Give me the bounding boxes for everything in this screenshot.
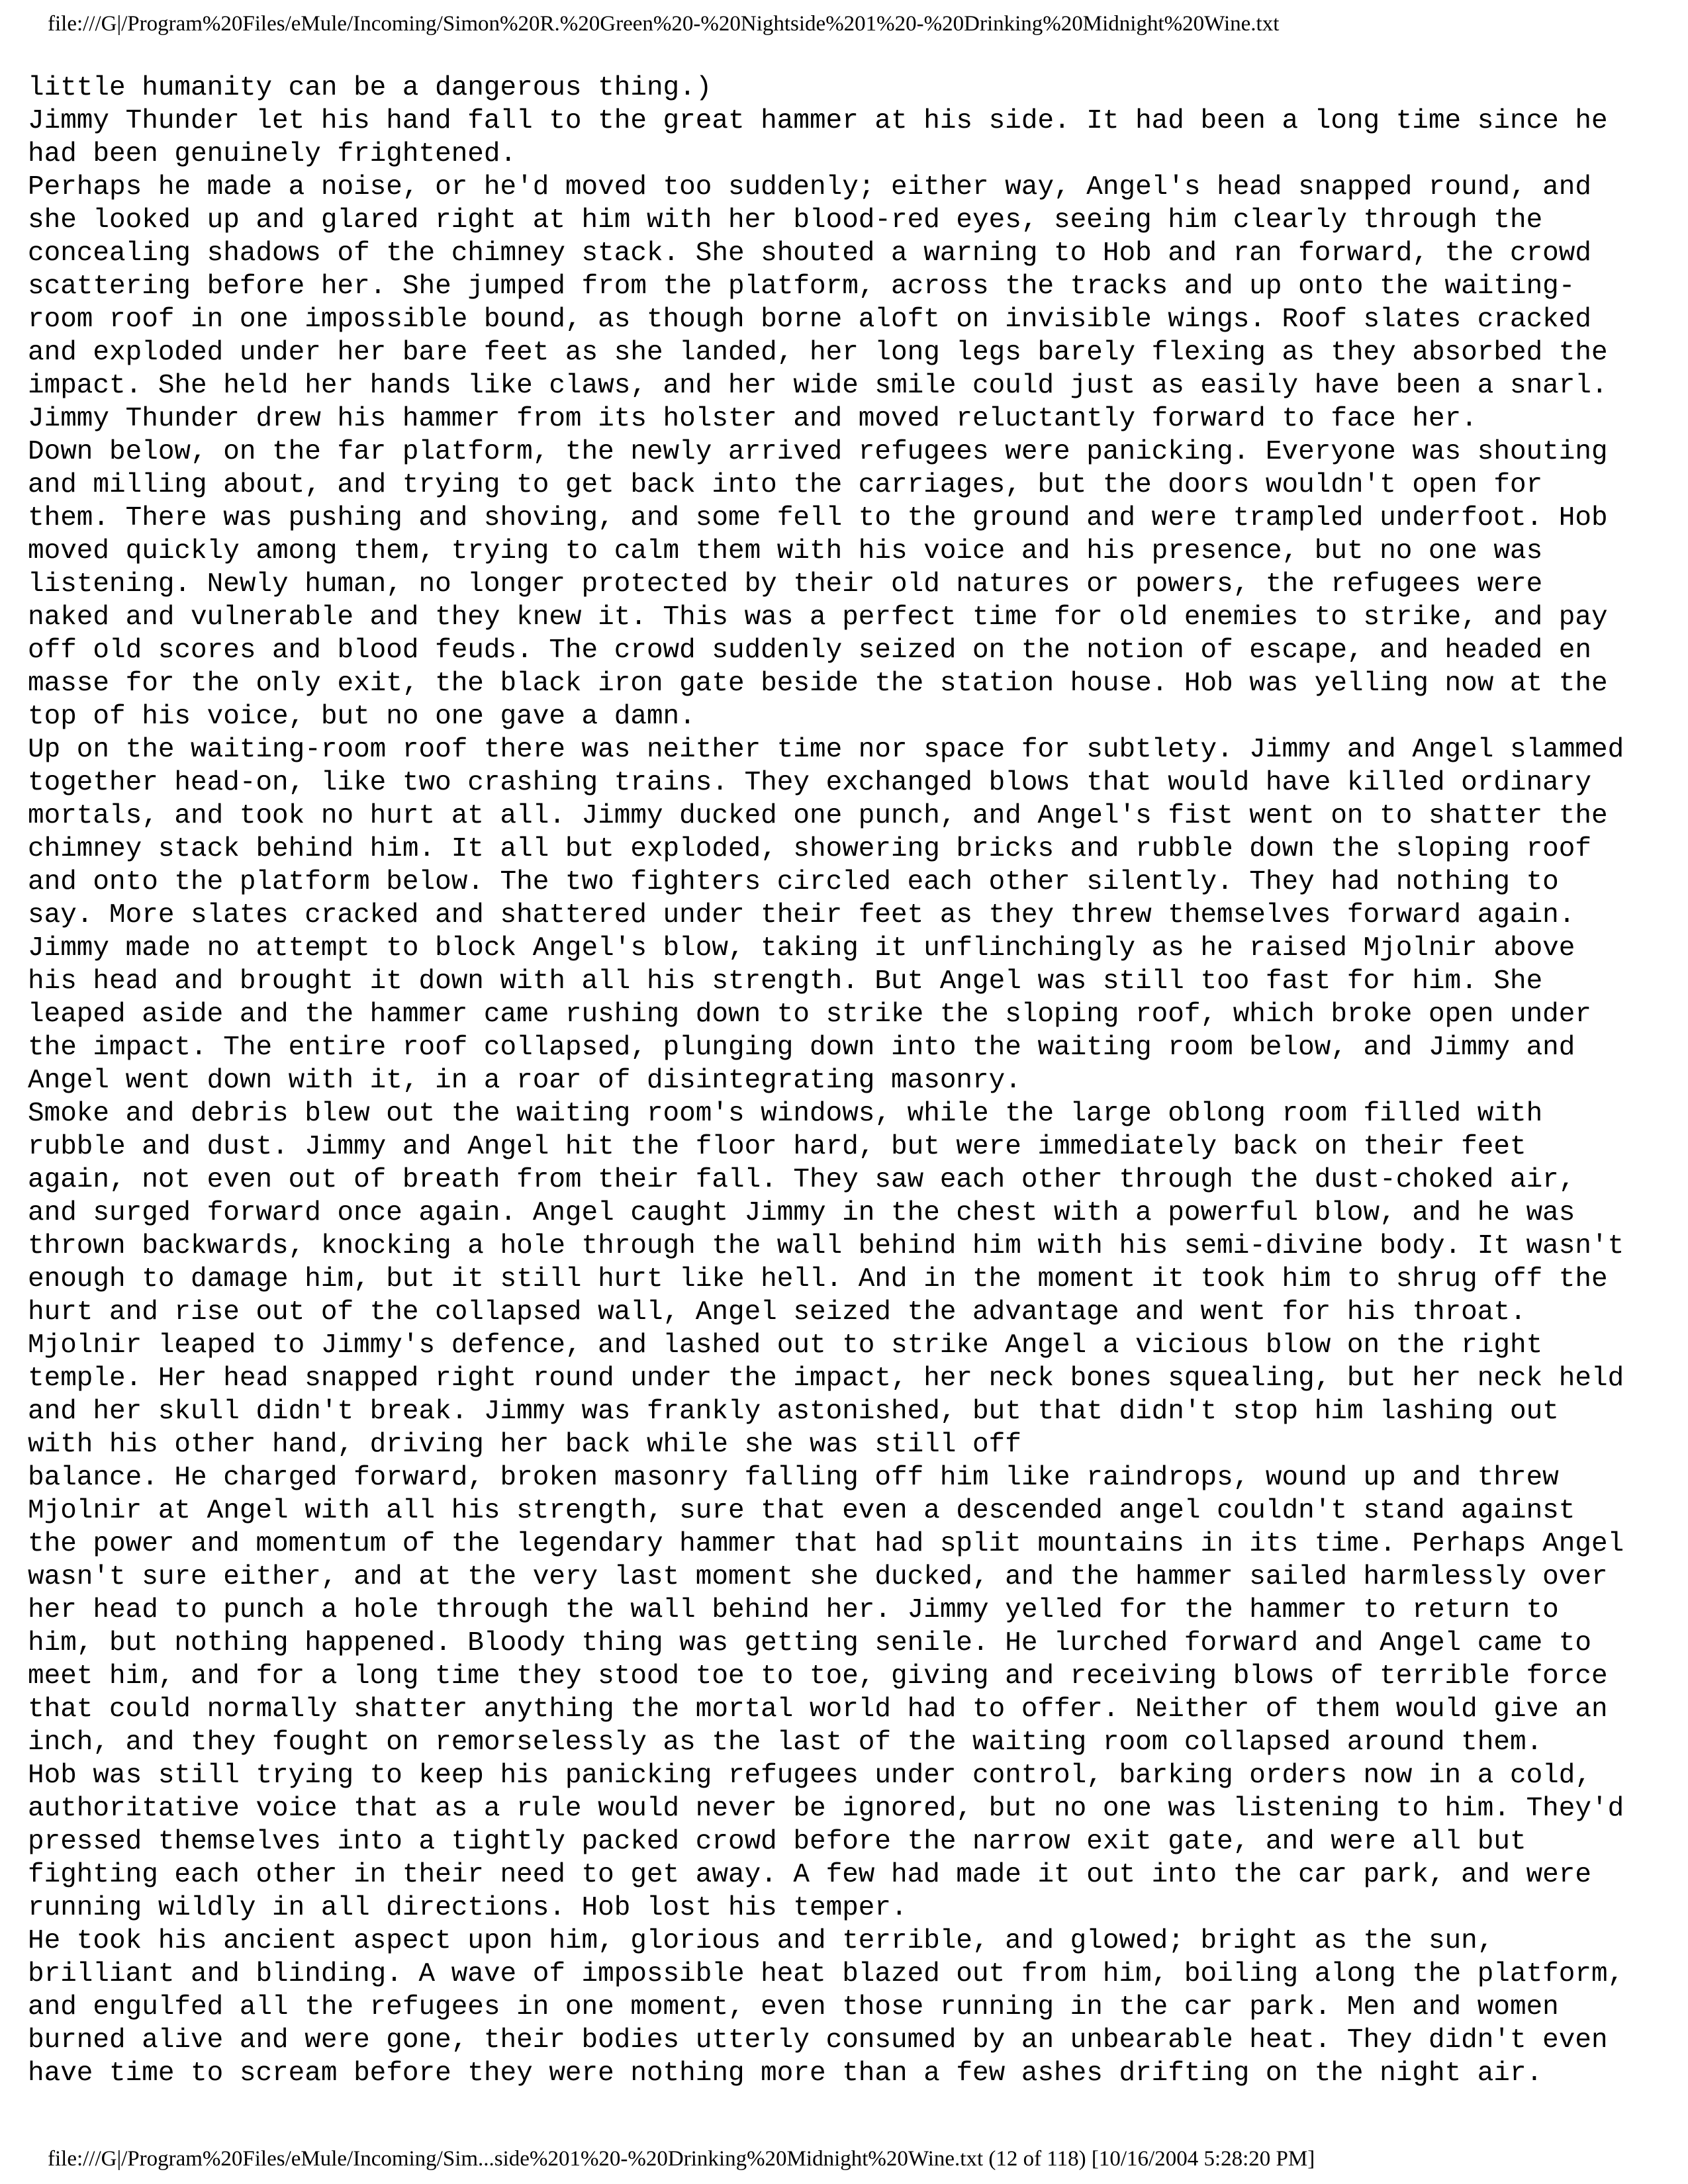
text-line: moved quickly among them, trying to calm them with his voice and his presence, but no one was [28,536,1543,567]
text-line: concealing shadows of the chimney stack. She shouted a warning to Hob and ran forward, the crowd [28,238,1591,269]
page-footer-file-info: file:///G|/Program%20Files/eMule/Incoming/Sim...side%201%20-%20Drinking%20Midnight%20Wine.txt (12 of 118) [10/16/2004 5:28:20 PM] [48,2147,1315,2171]
text-line: the power and momentum of the legendary hammer that had split mountains in its time. Perhaps Angel [28,1529,1624,1559]
text-line: him, but nothing happened. Bloody thing was getting senile. He lurched forward and Angel came to [28,1628,1591,1659]
text-line: and milling about, and trying to get back into the carriages, but the doors wouldn't open for [28,470,1543,500]
text-line: that could normally shatter anything the mortal world had to offer. Neither of them would give an [28,1694,1608,1725]
text-line: off old scores and blood feuds. The crowd suddenly seized on the notion of escape, and headed en [28,635,1591,666]
text-line: and exploded under her bare feet as she landed, her long legs barely flexing as they absorbed the [28,338,1608,368]
text-line: impact. She held her hands like claws, and her wide smile could just as easily have been a snarl. [28,371,1608,401]
text-line: Down below, on the far platform, the newly arrived refugees were panicking. Everyone was shouting [28,437,1608,467]
text-line: Hob was still trying to keep his panicking refugees under control, barking orders now in a cold, [28,1760,1591,1791]
text-line: naked and vulnerable and they knew it. This was a perfect time for old enemies to strike, and pay [28,602,1608,633]
text-line: Smoke and debris blew out the waiting room's windows, while the large oblong room filled with [28,1099,1543,1129]
text-line: she looked up and glared right at him with her blood-red eyes, seeing him clearly through the [28,205,1543,236]
text-line: listening. Newly human, no longer protected by their old natures or powers, the refugees were [28,569,1543,600]
text-line: brilliant and blinding. A wave of impossible heat blazed out from him, boiling along the platform, [28,1959,1624,1989]
text-line: and her skull didn't break. Jimmy was frankly astonished, but that didn't stop him lashing out [28,1396,1559,1427]
text-line: wasn't sure either, and at the very last moment she ducked, and the hammer sailed harmlessly over [28,1562,1608,1592]
text-line: enough to damage him, but it still hurt like hell. And in the moment it took him to shrug off the [28,1264,1608,1295]
text-line: leaped aside and the hammer came rushing down to strike the sloping roof, which broke open under [28,999,1591,1030]
text-line: and surged forward once again. Angel caught Jimmy in the chest with a powerful blow, and he was [28,1198,1575,1228]
text-line: authoritative voice that as a rule would never be ignored, but no one was listening to him. They'd [28,1794,1624,1824]
text-line: with his other hand, driving her back while she was still off [28,1430,1021,1460]
text-line: masse for the only exit, the black iron gate beside the station house. Hob was yelling now at the [28,668,1608,699]
text-line: room roof in one impossible bound, as though borne aloft on invisible wings. Roof slates cracked [28,304,1591,335]
document-body [28,71,1669,2090]
text-line: the impact. The entire roof collapsed, plunging down into the waiting room below, and Jimmy and [28,1032,1575,1063]
text-line: them. There was pushing and shoving, and some fell to the ground and were trampled underfoot. Hob [28,503,1608,533]
page-header-file-path: file:///G|/Program%20Files/eMule/Incoming/Simon%20R.%20Green%20-%20Nightside%201%20-%20Drinking%20Midnight%20Wine.txt [48,12,1280,36]
text-line: top of his voice, but no one gave a damn. [28,702,696,732]
text-line: have time to scream before they were nothing more than a few ashes drifting on the night air. [28,2058,1543,2089]
text-line: his head and brought it down with all his strength. But Angel was still too fast for him. She [28,966,1543,997]
text-line: running wildly in all directions. Hob lost his temper. [28,1893,908,1923]
text-line: hurt and rise out of the collapsed wall, Angel seized the advantage and went for his throat. [28,1297,1526,1328]
text-line: Mjolnir leaped to Jimmy's defence, and lashed out to strike Angel a vicious blow on the right [28,1330,1543,1361]
text-line: inch, and they fought on remorselessly as the last of the waiting room collapsed around them. [28,1727,1543,1758]
text-line: had been genuinely frightened. [28,139,517,169]
text-line: little humanity can be a dangerous thing.) [28,73,712,103]
text-line: her head to punch a hole through the wall behind her. Jimmy yelled for the hammer to return to [28,1595,1559,1625]
text-line: together head-on, like two crashing trains. They exchanged blows that would have killed ordinary [28,768,1591,798]
text-line: balance. He charged forward, broken masonry falling off him like raindrops, wound up and threw [28,1463,1559,1493]
text-line: fighting each other in their need to get away. A few had made it out into the car park, and were [28,1860,1591,1890]
text-line: burned alive and were gone, their bodies utterly consumed by an unbearable heat. They didn't even [28,2025,1608,2056]
text-line: Angel went down with it, in a roar of disintegrating masonry. [28,1066,1021,1096]
text-line: Jimmy Thunder drew his hammer from its holster and moved reluctantly forward to face her. [28,404,1477,434]
text-line: temple. Her head snapped right round under the impact, her neck bones squealing, but her neck held [28,1363,1624,1394]
text-line: rubble and dust. Jimmy and Angel hit the floor hard, but were immediately back on their feet [28,1132,1526,1162]
text-line: and onto the platform below. The two fighters circled each other silently. They had nothing to [28,867,1559,897]
text-line: pressed themselves into a tightly packed crowd before the narrow exit gate, and were all but [28,1827,1526,1857]
text-line: and engulfed all the refugees in one moment, even those running in the car park. Men and women [28,1992,1559,2023]
text-line: scattering before her. She jumped from the platform, across the tracks and up onto the waiting- [28,271,1575,302]
text-line: meet him, and for a long time they stood toe to toe, giving and receiving blows of terrible force [28,1661,1608,1692]
text-line: mortals, and took no hurt at all. Jimmy ducked one punch, and Angel's fist went on to shatter the [28,801,1608,831]
text-line: again, not even out of breath from their fall. They saw each other through the dust-choked air, [28,1165,1575,1195]
text-line: chimney stack behind him. It all but exploded, showering bricks and rubble down the sloping roof [28,834,1591,864]
text-line: thrown backwards, knocking a hole through the wall behind him with his semi-divine body. It wasn't [28,1231,1624,1261]
text-line: Perhaps he made a noise, or he'd moved too suddenly; either way, Angel's head snapped round, and [28,172,1591,203]
text-line: Jimmy Thunder let his hand fall to the great hammer at his side. It had been a long time since he [28,106,1608,136]
text-line: He took his ancient aspect upon him, glorious and terrible, and glowed; bright as the sun, [28,1926,1494,1956]
text-line: Up on the waiting-room roof there was neither time nor space for subtlety. Jimmy and Angel slammed [28,735,1624,765]
text-line: say. More slates cracked and shattered under their feet as they threw themselves forward again. [28,900,1575,931]
text-line: Jimmy made no attempt to block Angel's blow, taking it unflinchingly as he raised Mjolnir above [28,933,1575,964]
text-line: Mjolnir at Angel with all his strength, sure that even a descended angel couldn't stand against [28,1496,1575,1526]
